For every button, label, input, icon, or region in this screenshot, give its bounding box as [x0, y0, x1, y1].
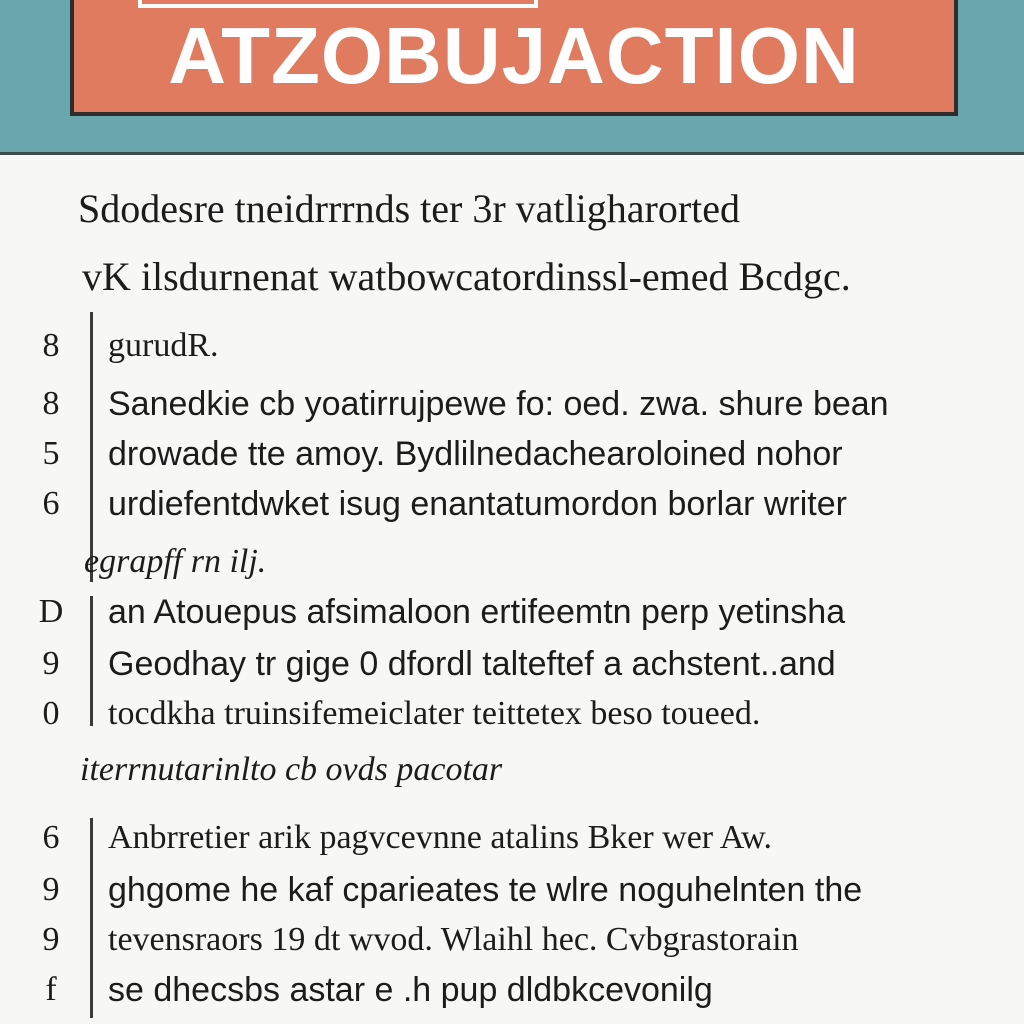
line-marker: 9 [42, 921, 60, 958]
outdent-line: egrapff rn ilj. [84, 543, 267, 580]
line-marker: D [38, 593, 64, 630]
text-line: gurudR. [108, 327, 219, 364]
section-1b-rule [90, 596, 93, 726]
line-marker: 6 [42, 485, 60, 522]
title-tab-decoration [138, 0, 538, 8]
section-2-rule [90, 818, 93, 1018]
line-marker: 8 [42, 385, 60, 422]
text-line: Sanedkie cb yoatirrujpewe fo: oed. zwa. shure bean [108, 385, 889, 423]
header-band [0, 0, 1024, 155]
line-marker: 9 [42, 645, 60, 682]
text-line: drowade tte amoy. Bydlilnedachearoloined nohor [108, 435, 843, 473]
page-title: ATZOBUJACTION [168, 11, 860, 100]
text-line: se dhecsbs astar e .h pup dldbkcevonilg [108, 971, 713, 1009]
line-marker: f [45, 971, 57, 1008]
line-marker: 0 [42, 695, 60, 732]
text-line: ghgome he kaf cparieates te wlre noguhelnten the [108, 871, 863, 909]
line-marker: 9 [42, 871, 60, 908]
intro-line-2: vK ilsdurnenat watbowcatordinssl-emed Bcdgc. [82, 254, 851, 299]
text-line: tocdkha truinsifemeiclater teittetex beso toueed. [108, 695, 761, 732]
title-box [70, 0, 958, 116]
line-marker: 6 [42, 819, 60, 856]
intro-line-1: Sdodesre tneidrrrnds ter 3r vatligharorted [78, 186, 741, 231]
text-line: Geodhay tr gige 0 dfordl talteftef a achstent..and [108, 645, 836, 683]
text-line: tevensraors 19 dt wvod. Wlaihl hec. Cvbgrastorain [108, 921, 799, 958]
text-line: Anbrretier arik pagvcevnne atalins Bker wer Aw. [108, 819, 773, 856]
line-marker: 5 [42, 435, 60, 472]
closing-line: iterrnutarinlto cb ovds pacotar [80, 751, 503, 788]
text-line: urdiefentdwket isug enantatumordon borlar writer [108, 485, 847, 523]
line-marker: 8 [42, 327, 60, 364]
text-line: an Atouepus afsimaloon ertifeemtn perp yetinsha [108, 593, 846, 631]
